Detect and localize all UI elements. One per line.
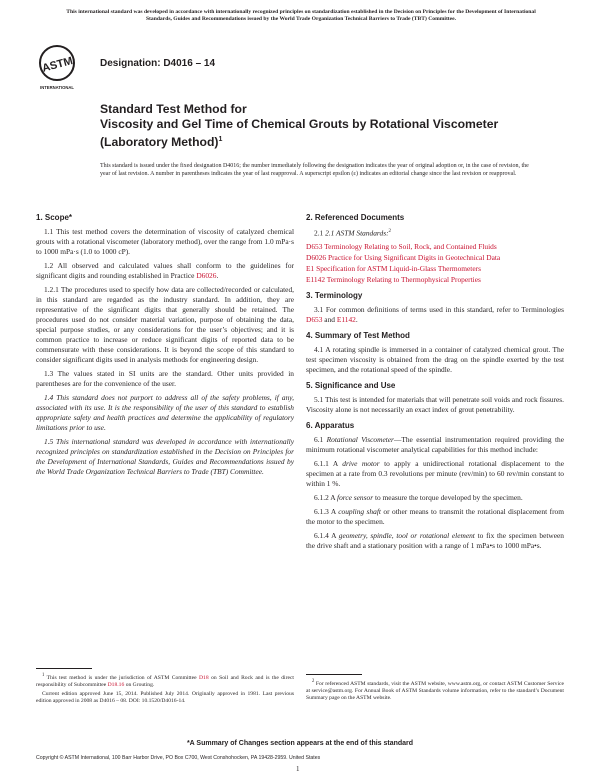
para-6-1-3-text: or other means to transmit the rotational displacement from the motor to the specimen. [306,507,564,527]
ref-title-e1142[interactable]: Terminology Relating to Thermophysical Properties [326,275,481,285]
para-6-1-3 [306,507,564,527]
ref-item [306,242,564,252]
right-column [306,207,564,555]
left-column [36,207,294,481]
footnote-rule-left [36,668,92,669]
designation: Designation: D4016 – 14 [100,58,216,69]
para-5-1: 5.1 This test is intended for materials that will penetrate soil voids and rock fissures. Viscosity alone is not necessarily an exact index of grout penetrability. [306,395,564,415]
para-3-1-and: and [324,315,335,325]
para-1-3: 1.3 The values stated in SI units are the standard. Other units provided in parentheses are for the convenience of the user. [36,369,294,388]
fn1-text-b: on Soil and Rock and is the direct responsibility of Subcommittee [36,674,294,688]
footnote-2-p1: $^2$ For referenced ASTM standards, visit the ASTM website, www.astm.org, or contact ASTM Customer Service at service@astm.org. For Annual Book of ASTM Standards volume information, refer to the standard’s Document Summary page on the ASTM website. [306,679,564,701]
ref-title-d653[interactable]: Terminology Relating to Soil, Rock, and Contained Fluids [324,242,497,252]
ref-title-d6026[interactable]: Practice for Using Significant Digits in Geotechnical Data [327,253,501,263]
section-6-heading: 6. Apparatus [306,421,355,431]
para-6-1-text: —The essential instrumentation required providing the minimum rotational viscometer analytical capabilities for this method include: [306,435,564,455]
para-3-1-text: 3.1 For common definitions of terms used in this standard, refer to Terminologies [314,305,564,315]
fn2-text: For referenced ASTM standards, visit the ASTM website, www.astm.org, or contact ASTM Customer Service at service@astm.org. For Annual Book of ASTM Standards volume information, refer to the standard’s Document Summary page on the ASTM website. [306,680,564,701]
fn1-text-a: This test method is under the jurisdiction of ASTM Committee [46,674,197,681]
ref-code-d653[interactable]: D653 [306,242,323,252]
ref-title-e1[interactable]: Specification for ASTM Liquid-in-Glass Thermometers [316,264,481,274]
summary-of-changes-note: *A Summary of Changes section appears at the end of this standard [186,740,414,747]
footnote-1-p1: $^1$ This test method is under the jurisdiction of ASTM Committee D18 on Soil and Rock and is the direct responsibility of Subcommittee D18.16 on Grouting. [36,673,294,688]
title-line-1: Standard Test Method for [100,102,247,116]
ref-link-e1142[interactable]: E1142 [336,315,356,325]
footnote-rule-right [306,674,362,675]
para-2-1 [306,227,564,238]
top-note: This international standard was developed in accordance with internationally recognized principles on standardization established in the Decision on Principles for the Development of International Standards, Guides and Recommendations issued by the World Trade Organization Technical Barriers to Trade (TBT) Committee. [66,9,536,22]
section-5-heading: 5. Significance and Use [306,381,396,391]
document-title [100,102,540,150]
para-1-5: 1.5 This international standard was developed in accordance with internationally recognized principles on standardization established in the Decision on Principles for the Development of International Standards, Guides and Recommendations issued by the World Trade Organization Technical Barriers to Trade (TBT) Committee. [36,437,294,476]
section-3-heading: 3. Terminology [306,291,363,301]
para-6-1-1-term: drive motor [342,459,380,469]
para-6-1-2-num: 6.1.2 A [314,493,336,503]
fn1-text-c: on Grouting. [125,681,155,688]
ref-code-e1[interactable]: E1 [306,264,315,274]
para-2-1-text: 2.1 ASTM Standards: [325,228,389,238]
para-1-1: 1.1 This test method covers the determination of viscosity of catalyzed chemical grouts with a rotational viscometer (laboratory method), over the range from 1.0 mPa·s to 1000 mPa·s (1.0 to 1000 cP). [36,227,294,256]
footnote-2 [306,678,564,704]
para-6-1-4 [306,531,564,551]
ref-code-e1142[interactable]: E1142 [306,275,326,285]
para-6-1-3-num: 6.1.3 A [314,507,336,517]
para-2-1-sup: 2 [388,229,392,234]
preamble: This standard is issued under the fixed designation D4016; the number immediately following the designation indicates the year of original adoption or, in the case of revision, the year of last revision. A number in parentheses indicates the year of last reapproval. A superscript epsilon (ε) indicates an editorial change since the last revision or reapproval. [100,163,529,177]
para-6-1-term: Rotational Viscometer [326,435,394,445]
para-6-1-3-term: coupling shaft [338,507,381,517]
title-footnote-mark: 1 [218,136,223,143]
para-1-4: 1.4 This standard does not purport to address all of the safety problems, if any, associated with its use. It is the responsibility of the user of this standard to establish appropriate safety and health practices and determine the applicability of regulatory limitations prior to use. [36,393,294,432]
ref-item [306,264,564,274]
section-4-heading: 4. Summary of Test Method [306,331,410,341]
para-2-1-num: 2.1 [314,228,326,238]
logo-text: ASTM [40,55,75,75]
page-number: 1 [296,765,300,773]
title-main: Viscosity and Gel Time of Chemical Grouts by Rotational Viscometer (Laboratory Method) [100,117,499,150]
para-6-1-1 [306,459,564,489]
para-1-2-1: 1.2.1 The procedures used to specify how data are collected/recorded or calculated, in this standard are regarded as the industry standard. In addition, they are representative of the significant digits that generally should be retained. The procedures used do not consider material variation, purpose of obtaining the data, special purpose studies, or any considerations for the user’s objectives; and it is common practice to increase or reduce significant digits of reported data to be commensurate with these considerations. It is beyond the scope of this standard to consider significant digits used in analysis methods for engineering design. [36,285,294,364]
para-6-1-4-text: to fix the specimen between the drive shaft and a stationary position with a range of 1 mPa•s to 1000 mPa•s. [306,531,564,551]
para-6-1-4-term: geometry, spindle, tool or rotational element [338,531,475,541]
para-6-1-1-text: to apply a unidirectional rotational displacement to the specimen at a rate from 0.3 revolutions per minute (rev/min) to 60 rev/min constant to within 1 %. [306,459,564,489]
para-3-1: 3.1 For common definitions of terms used in this standard, refer to Terminologies D653 and E1142. [306,305,564,325]
para-6-1-1-num: 6.1.1 A [314,459,338,469]
ref-link-d18[interactable]: D18 [199,674,209,681]
reference-list [306,242,564,285]
para-6-1 [306,435,564,455]
ref-link-d18-16[interactable]: D18.16 [107,681,125,688]
section-1-heading: 1. Scope* [36,213,73,222]
para-1-2: 1.2 All observed and calculated values shall conform to the guidelines for significant digits and rounding established in Practice D6026. [36,261,294,280]
para-6-1-4-num: 6.1.4 A [314,531,337,541]
para-6-1-2-text: to measure the torque developed by the specimen. [374,493,523,503]
ref-link-d6026[interactable]: D6026 [196,271,217,280]
ref-link-d653[interactable]: D653 [306,315,323,325]
copyright: Copyright © ASTM International, 100 Barr Harbor Drive, PO Box C700, West Conshohocken, PA 19428-2959. United States [36,755,321,761]
para-6-1-num: 6.1 [314,435,324,445]
para-6-1-2-term: force sensor [337,493,374,503]
para-4-1: 4.1 A rotating spindle is immersed in a container of catalyzed chemical grout. The test specimen viscosity is obtained from the drag on the spindle exerted by the test specimen, and the rotational speed of the spindle. [306,345,564,375]
para-6-1-2 [306,493,564,503]
footnote-1-p2: Current edition approved June 15, 2014. Published July 2014. Originally approved in 1981. Last previous edition approved in 2008 as D4016 – 08. DOI: 10.1520/D4016-14. [36,690,294,704]
logo-subtext: INTERNATIONAL [40,85,74,90]
footnote-1 [36,672,294,707]
astm-logo [36,44,78,92]
ref-item [306,253,564,263]
ref-code-d6026[interactable]: D6026 [306,253,327,263]
section-2-heading: 2. Referenced Documents [306,213,405,222]
para-1-2-text: 1.2 All observed and calculated values shall conform to the guidelines for significant digits and rounding established in Practice [36,261,294,280]
ref-item [306,275,564,285]
title-line-2 [100,117,540,150]
